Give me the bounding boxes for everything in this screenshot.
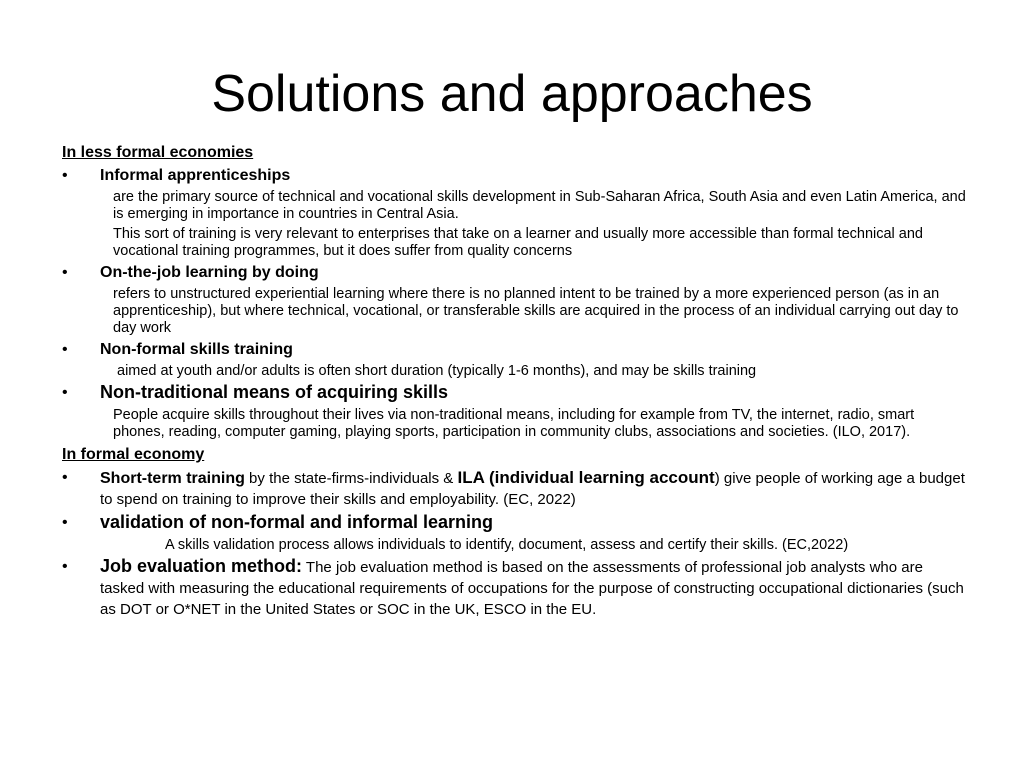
bullet-dot: • [62, 469, 68, 486]
sub-paragraph: A skills validation process allows individuals to identify, document, assess and certify their skills. (EC,2022) [165, 537, 849, 553]
bullet-heading: Informal apprenticeships [100, 167, 291, 184]
bullet-non-formal-skills [62, 339, 967, 360]
slide-content [62, 143, 967, 620]
bullet-dot: • [62, 341, 68, 358]
bullet-text: ) give people of working age a budget to spend on training to improve their skills and employability. (EC, 2022) [100, 470, 965, 508]
bullet-short-term-training [62, 467, 967, 510]
bullet-dot: • [62, 384, 68, 401]
bullet-text: by the state-firms-individuals & [244, 470, 458, 487]
bullet-job-evaluation [62, 556, 967, 620]
bullet-heading: validation of non-formal and informal learning [100, 512, 494, 532]
bullet-heading: Job evaluation method: [100, 556, 303, 576]
bullet-heading: Non-traditional means of acquiring skills [100, 382, 449, 402]
bullet-dot: • [62, 167, 68, 184]
bullet-on-the-job-learning [62, 262, 967, 283]
section-heading-formal: In formal economy [62, 446, 205, 463]
sub-paragraph: aimed at youth and/or adults is often short duration (typically 1-6 months), and may be skills training [117, 363, 757, 379]
bullet-heading: Non-formal skills training [100, 341, 293, 358]
bullet-text: The job evaluation method is based on the assessments of professional job analysts who are tasked with measuring the educational requirements of occupations for the purpose of constructing occupational dictionaries (such as DOT or O*NET in the United States or SOC in the UK, ESCO in the EU. [100, 559, 964, 618]
sub-paragraph: People acquire skills throughout their lives via non-traditional means, including for example from TV, the internet, radio, smart phones, reading, computer gaming, playing sports, participation in community clubs, associations and societies. (ILO, 2017). [113, 407, 915, 440]
sub-paragraph: refers to unstructured experiential learning where there is no planned intent to be trained by a more experienced person (as in an apprenticeship), but where technical, vocational, or transferable skills are acquired in the process of an individual carrying out day to day work [113, 286, 959, 336]
bullet-dot: • [62, 558, 68, 575]
sub-paragraph: are the primary source of technical and vocational skills development in Sub-Saharan Africa, South Asia and even Latin America, and is emerging in importance in countries in Central Asia. [113, 189, 966, 222]
bullet-validation [62, 512, 967, 534]
bullet-dot: • [62, 514, 68, 531]
bullet-informal-apprenticeships [62, 165, 967, 186]
section-heading-informal: In less formal economies [62, 144, 254, 161]
ila-label: ILA (individual learning account [457, 468, 715, 487]
sub-paragraph: This sort of training is very relevant to enterprises that take on a learner and usually more accessible than formal technical and vocational training programmes, but it does suffer from quality concerns [113, 226, 923, 259]
slide-title: Solutions and approaches [211, 65, 813, 123]
bullet-heading: Short-term training [100, 470, 245, 487]
bullet-dot: • [62, 264, 68, 281]
bullet-non-traditional-means [62, 382, 967, 404]
bullet-heading: On-the-job learning by doing [100, 264, 319, 281]
